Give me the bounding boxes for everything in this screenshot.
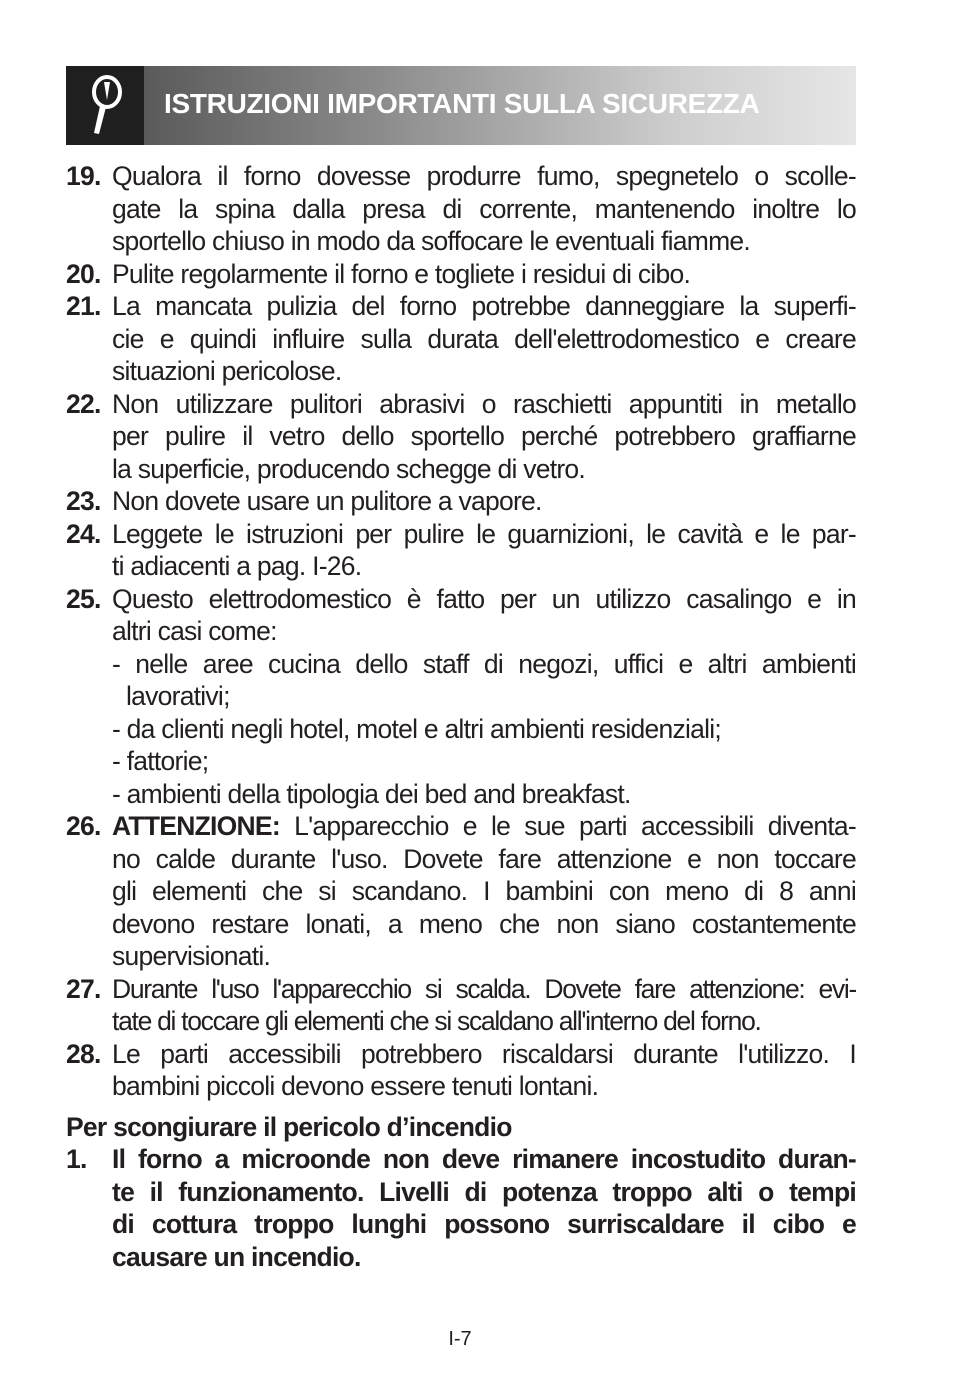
list-item [66, 1038, 856, 1103]
item-text-line: causare un incendio. [112, 1241, 361, 1272]
section-header-banner [66, 66, 856, 145]
item-text-line: sportello chiuso in modo da soffocare le eventuali fiamme. [112, 226, 751, 256]
item-text-line: no calde durante l'uso. Dovete fare attenzione e non toccare [112, 843, 856, 874]
list-item [66, 485, 856, 518]
item-text-line [112, 810, 856, 843]
header-icon-box [66, 66, 144, 145]
item-text-line: gate la spina dalla presa di corrente, mantenendo inoltre lo [112, 193, 856, 224]
sub-item-line: - da clienti negli hotel, motel e altri ambienti residenziali; [112, 713, 721, 744]
item-number: 21. [66, 291, 101, 321]
item-number: 1. [66, 1144, 87, 1174]
item-text-line: supervisionati. [112, 941, 271, 971]
item-text-line: Non utilizzare pulitori abrasivi o raschietti appuntiti in metallo [112, 388, 856, 419]
page-number: I-7 [448, 1328, 472, 1350]
item-text-line: tate di toccare gli elementi che si scaldano all'interno del forno. [112, 1006, 761, 1036]
item-text-line: Pulite regolarmente il forno e togliete i residui di cibo. [112, 258, 691, 289]
page-title: ISTRUZIONI IMPORTANTI SULLA SICUREZZA [164, 88, 760, 119]
list-item [66, 258, 856, 291]
item-text-line: Il forno a microonde non deve rimanere incostudito duran- [112, 1144, 856, 1174]
item-text-line: Le parti accessibili potrebbero riscaldarsi durante l'utilizzo. I [112, 1038, 856, 1069]
item-text-line: altri casi come: [112, 616, 277, 646]
list-item [66, 518, 856, 583]
item-text-line: gli elementi che si scandano. I bambini con meno di 8 anni [112, 876, 856, 906]
list-item [66, 1143, 856, 1273]
safety-instructions [66, 160, 856, 1273]
list-item [66, 160, 856, 258]
item-text-line: devono restare lonati, a meno che non siano costantemente [112, 908, 856, 939]
item-text-line: la superficie, producendo schegge di vetro. [112, 453, 586, 484]
list-item [66, 973, 856, 1038]
item-text-line: cie e quindi influire sulla durata dell'elettrodomestico e creare [112, 323, 856, 354]
item-text-line: di cottura troppo lunghi possono surriscaldare il cibo e [112, 1209, 856, 1239]
item-text-line: Leggete le istruzioni per pulire le guarnizioni, le cavità e le par- [112, 518, 856, 549]
item-text-line: Questo elettrodomestico è fatto per un utilizzo casalingo e in [112, 583, 856, 614]
item-number: 27. [66, 973, 101, 1004]
warning-lead: ATTENZIONE: [112, 811, 280, 841]
item-number: 19. [66, 161, 101, 191]
list-item [66, 388, 856, 486]
item-number: 28. [66, 1038, 101, 1069]
item-number: 24. [66, 518, 101, 549]
sub-item-line: - ambienti della tipologia dei bed and breakfast. [112, 778, 631, 809]
warning-exclamation-icon [86, 74, 126, 138]
item-text-line: situazioni pericolose. [112, 356, 342, 386]
sub-item-line: - fattorie; [112, 746, 209, 776]
item-text-line: te il funzionamento. Livelli di potenza troppo alti o tempi [112, 1176, 856, 1207]
item-text-fragment: L'apparecchio e le sue parti accessibili diventa- [279, 811, 856, 841]
item-text-line: per pulire il vetro dello sportello perché potrebbero graffiarne [112, 421, 856, 451]
item-number: 26. [66, 811, 101, 841]
item-number: 20. [66, 258, 101, 289]
sub-item-line: - nelle aree cucina dello staff di negozi, uffici e altri ambienti [112, 648, 856, 679]
item-number: 22. [66, 388, 101, 419]
item-text-line: Non dovete usare un pulitore a vapore. [112, 486, 542, 516]
sub-item-line: lavorativi; [126, 681, 230, 711]
item-text-line: Durante l'uso l'apparecchio si scalda. Dovete fare attenzione: evi- [112, 973, 856, 1004]
item-number: 23. [66, 486, 101, 516]
list-item [66, 290, 856, 388]
item-number: 25. [66, 583, 101, 614]
section-heading: Per scongiurare il pericolo d’incendio [66, 1111, 512, 1142]
item-text-line: ti adiacenti a pag. I-26. [112, 551, 362, 581]
item-text-line: La mancata pulizia del forno potrebbe danneggiare la superfi- [112, 291, 856, 321]
item-text-line: bambini piccoli devono essere tenuti lontani. [112, 1071, 599, 1101]
list-item [66, 583, 856, 811]
item-text-line: Qualora il forno dovesse produrre fumo, spegnetelo o scolle- [112, 161, 856, 191]
list-item [66, 810, 856, 973]
sub-list [112, 648, 856, 811]
